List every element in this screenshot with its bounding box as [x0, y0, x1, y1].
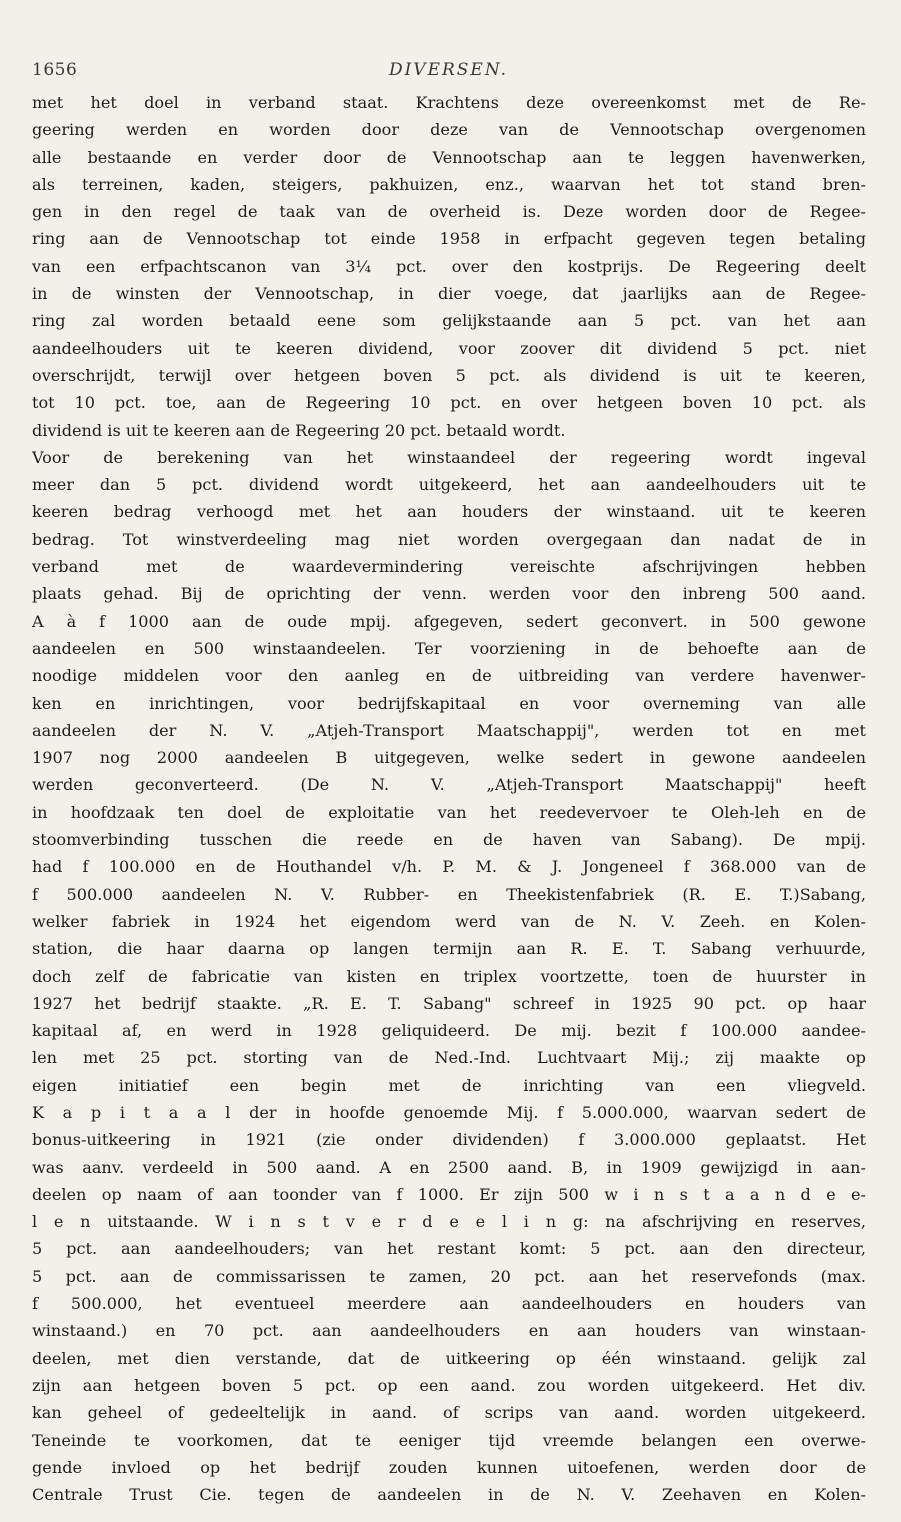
text-line: keeren bedrag verhoogd met het aan houders der winstaand. uit te keeren	[32, 502, 866, 522]
text-line: overschrijdt, terwijl over hetgeen boven 5 pct. als dividend is uit te keeren,	[32, 365, 866, 385]
page-header	[32, 60, 865, 90]
text-line: bonus-uitkeering in 1921 (zie onder dividenden) f 3.000.000 geplaatst. Het	[32, 1130, 866, 1150]
text-line: werden geconverteerd. (De N. V. „Atjeh-Transport Maatschappij" heeft	[32, 775, 866, 795]
text-line: Centrale Trust Cie. tegen de aandeelen in de N. V. Zeehaven en Kolen-	[32, 1485, 866, 1505]
text-line: len met 25 pct. storting van de Ned.-Ind. Luchtvaart Mij.; zij maakte op	[32, 1048, 866, 1068]
text-line: alle bestaande en verder door de Vennootschap aan te leggen havenwerken,	[32, 147, 866, 167]
text-line: 5 pct. aan de commissarissen te zamen, 20 pct. aan het reservefonds (max.	[32, 1266, 866, 1286]
text-line: verband met de waardevermindering vereischte afschrijvingen hebben	[32, 557, 866, 577]
text-line: K a p i t a a l der in hoofde genoemde Mij. f 5.000.000, waarvan sedert de	[32, 1102, 866, 1122]
text-line: als terreinen, kaden, steigers, pakhuizen, enz., waarvan het tot stand bren-	[32, 174, 866, 194]
text-line: noodige middelen voor den aanleg en de uitbreiding van verdere havenwer-	[32, 666, 866, 686]
text-line: dividend is uit te keeren aan de Regeering 20 pct. betaald wordt.	[32, 420, 566, 440]
text-line: van een erfpachtscanon van 3¼ pct. over den kostprijs. De Regeering deelt	[32, 256, 866, 276]
text-line: Voor de berekening van het winstaandeel der regeering wordt ingeval	[32, 447, 866, 467]
page-number: 1656	[32, 60, 78, 80]
text-line: winstaand.) en 70 pct. aan aandeelhouders en aan houders van winstaan-	[32, 1321, 866, 1341]
text-line: met het doel in verband staat. Krachtens deze overeenkomst met de Re-	[32, 93, 866, 112]
text-line: welker fabriek in 1924 het eigendom werd van de N. V. Zeeh. en Kolen-	[32, 911, 866, 931]
text-line: kapitaal af, en werd in 1928 geliquideerd. De mij. bezit f 100.000 aandee-	[32, 1021, 866, 1041]
text-line: geering werden en worden door deze van de Vennootschap overgenomen	[32, 120, 866, 140]
text-line: was aanv. verdeeld in 500 aand. A en 2500 aand. B, in 1909 gewijzigd in aan-	[32, 1157, 866, 1177]
text-line: 1927 het bedrijf staakte. „R. E. T. Sabang" schreef in 1925 90 pct. op haar	[32, 993, 866, 1013]
text-line: plaats gehad. Bij de oprichting der venn. werden voor den inbreng 500 aand.	[32, 584, 866, 604]
text-line: eigen initiatief een begin met de inrichting van een vliegveld.	[32, 1075, 866, 1095]
text-line: bedrag. Tot winstverdeeling mag niet worden overgegaan dan nadat de in	[32, 529, 866, 549]
text-line: A à f 1000 aan de oude mpij. afgegeven, sedert geconvert. in 500 gewone	[32, 611, 866, 631]
running-head: DIVERSEN.	[388, 60, 509, 80]
text-line: gen in den regel de taak van de overheid is. Deze worden door de Regee-	[32, 202, 866, 222]
text-line: aandeelen en 500 winstaandeelen. Ter voorziening in de behoefte aan de	[32, 638, 866, 658]
text-line: stoomverbinding tusschen die reede en de haven van Sabang). De mpij.	[32, 830, 866, 850]
text-line: doch zelf de fabricatie van kisten en triplex voortzette, toen de huurster in	[32, 966, 866, 986]
text-line: deelen op naam of aan toonder van f 1000. Er zijn 500 w i n s t a a n d e e-	[32, 1184, 866, 1204]
text-line: l e n uitstaande. W i n s t v e r d e e l i n g: na afschrijving en reserves,	[32, 1212, 866, 1232]
text-line: gende invloed op het bedrijf zouden kunnen uitoefenen, werden door de	[32, 1457, 866, 1477]
text-line: kan geheel of gedeeltelijk in aand. of scrips van aand. worden uitgekeerd.	[32, 1403, 866, 1423]
text-line: f 500.000, het eventueel meerdere aan aandeelhouders en houders van	[32, 1294, 866, 1314]
text-line: aandeelen der N. V. „Atjeh-Transport Maatschappij", werden tot en met	[32, 720, 866, 740]
text-line: 1907 nog 2000 aandeelen B uitgegeven, welke sedert in gewone aandeelen	[32, 748, 866, 768]
text-line: deelen, met dien verstande, dat de uitkeering op één winstaand. gelijk zal	[32, 1348, 866, 1368]
text-line: Teneinde te voorkomen, dat te eeniger tijd vreemde belangen een overwe-	[32, 1430, 866, 1450]
text-line: 5 pct. aan aandeelhouders; van het restant komt: 5 pct. aan den directeur,	[32, 1239, 866, 1259]
text-line: tot 10 pct. toe, aan de Regeering 10 pct. en over hetgeen boven 10 pct. als	[32, 393, 866, 413]
text-line: f 500.000 aandeelen N. V. Rubber- en Theekistenfabriek (R. E. T.)Sabang,	[32, 884, 866, 904]
text-line: had f 100.000 en de Houthandel v/h. P. M. & J. Jongeneel f 368.000 van de	[32, 857, 866, 877]
text-line: zijn aan hetgeen boven 5 pct. op een aand. zou worden uitgekeerd. Het div.	[32, 1375, 866, 1395]
text-line: ken en inrichtingen, voor bedrijfskapitaal en voor overneming van alle	[32, 693, 866, 713]
text-line: in de winsten der Vennootschap, in dier voege, dat jaarlijks aan de Regee-	[32, 284, 866, 304]
text-line: meer dan 5 pct. dividend wordt uitgekeerd, het aan aandeelhouders uit te	[32, 475, 866, 495]
text-line: ring zal worden betaald eene som gelijkstaande aan 5 pct. van het aan	[32, 311, 866, 331]
text-line: in hoofdzaak ten doel de exploitatie van het reedevervoer te Oleh-leh en de	[32, 802, 866, 822]
text-line: aandeelhouders uit te keeren dividend, voor zoover dit dividend 5 pct. niet	[32, 338, 866, 358]
text-line: station, die haar daarna op langen termijn aan R. E. T. Sabang verhuurde,	[32, 939, 866, 959]
text-line: ring aan de Vennootschap tot einde 1958 in erfpacht gegeven tegen betaling	[32, 229, 866, 249]
body-text	[32, 89, 866, 1508]
